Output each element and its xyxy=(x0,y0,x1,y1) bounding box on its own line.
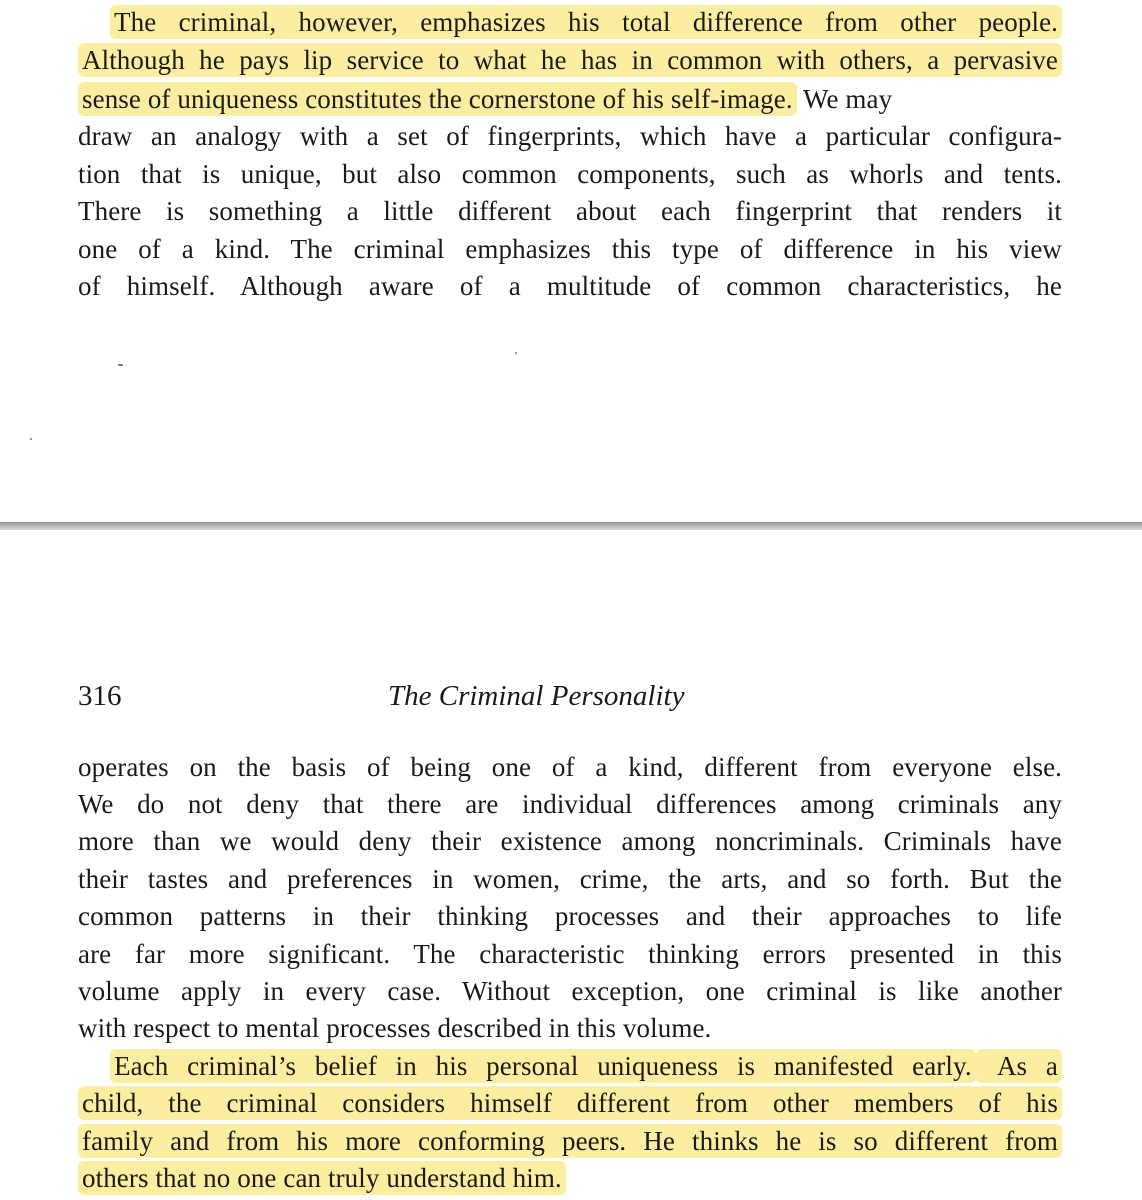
text-line xyxy=(78,41,1062,79)
text-line: tion that is unique, but also common components, such as whorls and tents. xyxy=(78,159,1062,189)
scan-speck xyxy=(515,352,517,354)
text-line: with respect to mental processes described in this volume. xyxy=(78,1013,712,1043)
plain-text: We may xyxy=(796,84,893,114)
text-line: their tastes and preferences in women, crime, the arts, and so forth. But the xyxy=(78,864,1062,894)
text-line xyxy=(78,1047,1062,1085)
text-line: of himself. Although aware of a multitude of common characteristics, he xyxy=(78,271,1062,301)
text-line xyxy=(78,80,892,118)
text-line: We do not deny that there are individual differences among criminals any xyxy=(78,789,1062,819)
highlighted-text: The criminal, however, emphasizes his total difference from other people. xyxy=(110,5,1062,39)
text-line: operates on the basis of being one of a kind, different from everyone else. xyxy=(78,752,1062,782)
text-line: common patterns in their thinking processes and their approaches to life xyxy=(78,901,1062,931)
text-line: one of a kind. The criminal emphasizes this type of difference in his view xyxy=(78,234,1062,264)
text-line xyxy=(78,3,1062,41)
text-line: more than we would deny their existence among noncriminals. Criminals have xyxy=(78,826,1062,856)
scan-speck xyxy=(118,364,123,366)
page-top xyxy=(0,0,1142,522)
highlighted-text: Although he pays lip service to what he has in common with others, a pervasive xyxy=(78,43,1062,77)
text-line: volume apply in every case. Without exception, one criminal is like another xyxy=(78,976,1062,1006)
highlighted-text: sense of uniqueness constitutes the cornerstone of his self-image. xyxy=(78,82,797,116)
highlighted-text: others that no one can truly understand him. xyxy=(78,1161,566,1195)
highlighted-text: family and from his more conforming peers. He thinks he is so different from xyxy=(78,1124,1062,1158)
highlighted-text: As a xyxy=(976,1049,1062,1083)
text-line: There is something a little different about each fingerprint that renders it xyxy=(78,196,1062,226)
highlighted-text: child, the criminal considers himself different from other members of his xyxy=(78,1086,1062,1120)
page-bottom xyxy=(0,530,1142,1200)
running-head: The Criminal Personality xyxy=(388,680,685,712)
text-line xyxy=(78,1159,566,1197)
page-number: 316 xyxy=(78,680,122,712)
text-line xyxy=(78,1122,1062,1160)
text-line: draw an analogy with a set of fingerprints, which have a particular configura- xyxy=(78,121,1062,151)
text-line xyxy=(78,1084,1062,1122)
page-separator xyxy=(0,522,1142,530)
text-line: are far more significant. The characteristic thinking errors presented in this xyxy=(78,939,1062,969)
highlighted-text: Each criminal’s belief in his personal uniqueness is manifested early. xyxy=(110,1049,976,1083)
scan-speck xyxy=(30,438,32,440)
